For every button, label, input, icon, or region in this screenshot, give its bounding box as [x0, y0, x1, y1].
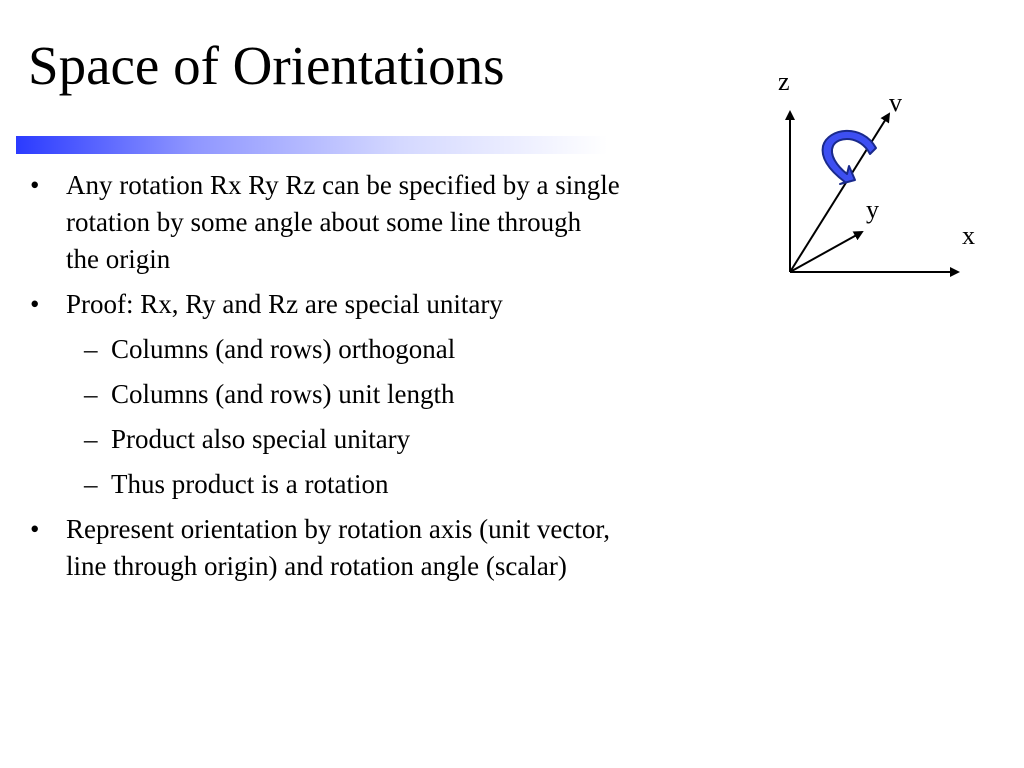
sub-bullet-text: Product also special unitary — [111, 424, 411, 454]
bullet-marker: • — [30, 289, 40, 319]
sub-bullet-marker: – — [84, 334, 98, 364]
bullet-text: Represent orientation by rotation axis (unit vector, line through origin) and rotation angle (scalar) — [66, 514, 611, 581]
sub-bullet-marker: – — [84, 379, 98, 409]
sub-bullet-marker: – — [84, 424, 98, 454]
sub-bullet-text: Thus product is a rotation — [111, 469, 389, 499]
y-axis-label: y — [866, 195, 879, 224]
bullet-text: Proof: Rx, Ry and Rz are special unitary — [66, 289, 503, 319]
x-axis-label: x — [962, 221, 975, 250]
rotation-arrow-icon — [823, 131, 876, 184]
z-axis-label: z — [778, 67, 790, 96]
y-axis — [790, 232, 862, 272]
slide-title: Space of Orientations — [28, 35, 505, 96]
sub-bullet-text: Columns (and rows) unit length — [111, 379, 455, 409]
bullet-text: Any rotation Rx Ry Rz can be specified by a single rotation by some angle about some line through the origin — [66, 170, 620, 274]
v-axis-label: v — [889, 88, 902, 117]
sub-bullet-marker: – — [84, 469, 98, 499]
bullet-marker: • — [30, 514, 40, 544]
sub-bullet-text: Columns (and rows) orthogonal — [111, 334, 456, 364]
bullet-marker: • — [30, 170, 40, 200]
